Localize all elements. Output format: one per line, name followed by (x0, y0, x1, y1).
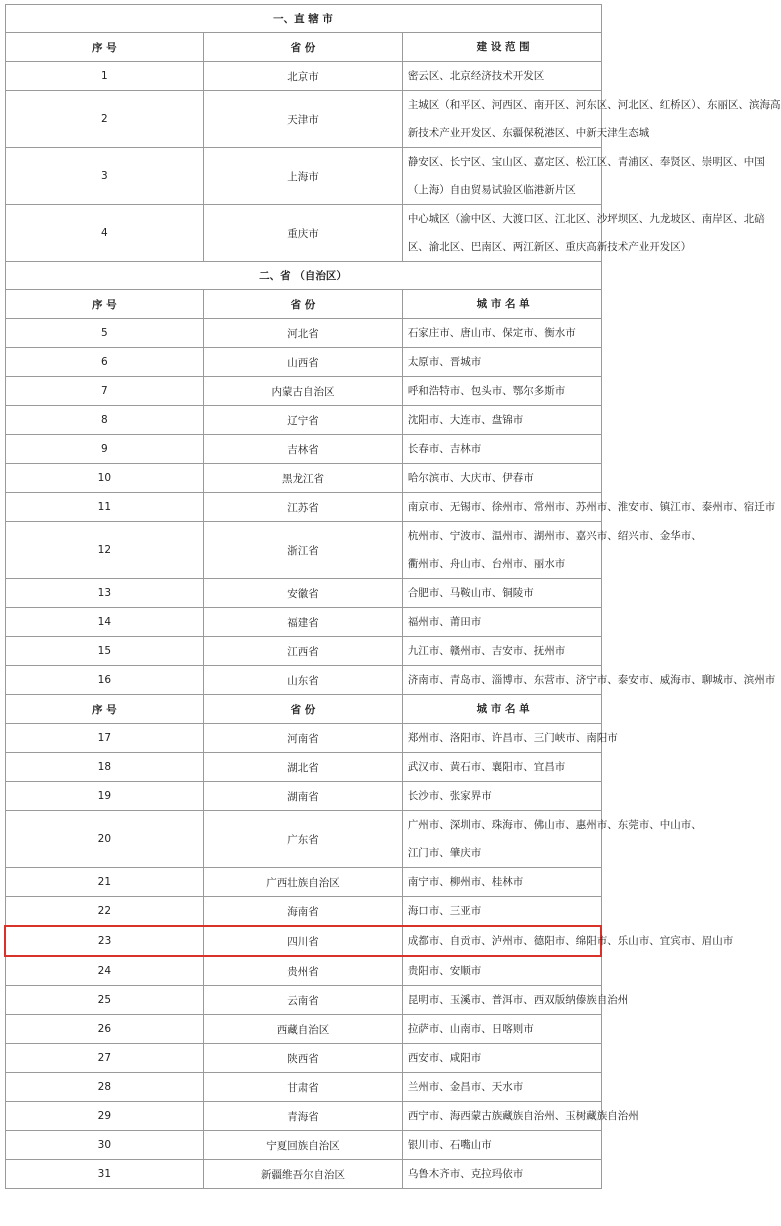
scope-line: 合肥市、马鞍山市、铜陵市 (407, 587, 534, 599)
header-row (5, 695, 601, 724)
row-scope (402, 637, 601, 666)
row-scope (402, 1131, 601, 1160)
row-number: 9 (5, 435, 204, 464)
row-province: 西藏自治区 (204, 1015, 403, 1044)
scope-line: 武汉市、黄石市、襄阳市、宜昌市 (407, 761, 566, 773)
row-number: 3 (5, 148, 204, 205)
table-row (5, 1073, 601, 1102)
row-number: 14 (5, 608, 204, 637)
row-province: 河南省 (204, 724, 403, 753)
table-row (5, 926, 601, 956)
scope-line: 密云区、北京经济技术开发区 (407, 70, 545, 82)
scope-line: 南宁市、柳州市、桂林市 (407, 876, 524, 888)
row-province: 云南省 (204, 986, 403, 1015)
row-number: 20 (5, 811, 204, 868)
table-row (5, 637, 601, 666)
row-province: 辽宁省 (204, 406, 403, 435)
row-number: 5 (5, 319, 204, 348)
row-scope (402, 406, 601, 435)
header-province: 省 份 (204, 695, 403, 724)
scope-line: 郑州市、洛阳市、许昌市、三门峡市、南阳市 (407, 732, 618, 744)
row-scope (402, 724, 618, 753)
row-scope (402, 811, 702, 868)
row-scope (402, 666, 776, 695)
table-row (5, 782, 601, 811)
scope-line: 区、渝北区、巴南区、两江新区、重庆高新技术产业开发区） (407, 241, 692, 253)
table-row (5, 406, 601, 435)
row-number: 16 (5, 666, 204, 695)
header-number: 序 号 (5, 695, 204, 724)
row-province: 江西省 (204, 637, 403, 666)
row-number: 18 (5, 753, 204, 782)
table-row (5, 897, 601, 927)
table-row (5, 348, 601, 377)
scope-line: 广州市、深圳市、珠海市、佛山市、惠州市、东莞市、中山市、 (407, 819, 702, 831)
table-row (5, 1131, 601, 1160)
row-province: 广西壮族自治区 (204, 868, 403, 897)
row-province: 湖北省 (204, 753, 403, 782)
row-number: 7 (5, 377, 204, 406)
row-province: 上海市 (204, 148, 403, 205)
table-row (5, 724, 601, 753)
scope-line: （上海）自由贸易试验区临港新片区 (407, 184, 576, 196)
scope-line: 拉萨市、山南市、日喀则市 (407, 1023, 534, 1035)
scope-line: 贵阳市、安顺市 (407, 965, 482, 977)
row-number: 6 (5, 348, 204, 377)
row-province: 广东省 (204, 811, 403, 868)
header-number: 序 号 (5, 290, 204, 319)
table-row (5, 1015, 601, 1044)
section-title: 二、省 （自治区） (5, 262, 601, 290)
row-scope (402, 348, 601, 377)
table-row (5, 1160, 601, 1189)
table-row (5, 205, 601, 262)
scope-line: 长沙市、张家界市 (407, 790, 492, 802)
scope-line: 新技术产业开发区、东疆保税港区、中新天津生态城 (407, 127, 650, 139)
scope-line: 成都市、自贡市、泸州市、德阳市、绵阳市、乐山市、宜宾市、眉山市 (407, 935, 734, 947)
header-scope: 城 市 名 单 (402, 290, 601, 319)
scope-line: 西安市、咸阳市 (407, 1052, 482, 1064)
header-row (5, 33, 601, 62)
scope-line: 中心城区（渝中区、大渡口区、江北区、沙坪坝区、九龙坡区、南岸区、北碚 (407, 213, 765, 225)
city-list-table (4, 4, 781, 1189)
header-row (5, 290, 601, 319)
header-province: 省 份 (204, 290, 403, 319)
row-number: 17 (5, 724, 204, 753)
scope-line: 呼和浩特市、包头市、鄂尔多斯市 (407, 385, 566, 397)
row-scope (402, 579, 601, 608)
row-scope (402, 1044, 601, 1073)
row-scope (402, 956, 601, 986)
table-row (5, 986, 601, 1015)
scope-line: 长春市、吉林市 (407, 443, 482, 455)
row-number: 2 (5, 91, 204, 148)
row-scope (402, 926, 734, 956)
scope-line: 杭州市、宁波市、温州市、湖州市、嘉兴市、绍兴市、金华市、 (407, 530, 702, 542)
row-province: 山东省 (204, 666, 403, 695)
table-row (5, 666, 601, 695)
row-province: 吉林省 (204, 435, 403, 464)
row-number: 30 (5, 1131, 204, 1160)
row-number: 12 (5, 522, 204, 579)
section-title-row (5, 262, 601, 290)
row-number: 13 (5, 579, 204, 608)
header-scope: 城 市 名 单 (402, 695, 601, 724)
header-province: 省 份 (204, 33, 403, 62)
scope-line: 太原市、晋城市 (407, 356, 482, 368)
row-province: 陕西省 (204, 1044, 403, 1073)
table-row (5, 377, 601, 406)
row-scope (402, 319, 601, 348)
scope-line: 南京市、无锡市、徐州市、常州市、苏州市、淮安市、镇江市、泰州市、宿迁市 (407, 501, 776, 513)
scope-line: 江门市、肇庆市 (407, 847, 482, 859)
row-province: 海南省 (204, 897, 403, 927)
row-province: 安徽省 (204, 579, 403, 608)
scope-line: 石家庄市、唐山市、保定市、衡水市 (407, 327, 576, 339)
header-number: 序 号 (5, 33, 204, 62)
scope-line: 海口市、三亚市 (407, 905, 482, 917)
row-scope (402, 464, 601, 493)
row-number: 31 (5, 1160, 204, 1189)
scope-line: 乌鲁木齐市、克拉玛依市 (407, 1168, 524, 1180)
scope-line: 银川市、石嘴山市 (407, 1139, 492, 1151)
row-scope (402, 435, 601, 464)
scope-line: 沈阳市、大连市、盘锦市 (407, 414, 524, 426)
row-province: 青海省 (204, 1102, 403, 1131)
scope-line: 西宁市、海西蒙古族藏族自治州、玉树藏族自治州 (407, 1110, 639, 1122)
row-number: 23 (5, 926, 204, 956)
row-province: 内蒙古自治区 (204, 377, 403, 406)
row-scope (402, 377, 601, 406)
row-scope (402, 1160, 601, 1189)
row-number: 10 (5, 464, 204, 493)
row-province: 黑龙江省 (204, 464, 403, 493)
row-scope (402, 1102, 639, 1131)
row-number: 11 (5, 493, 204, 522)
table-row (5, 464, 601, 493)
row-scope (402, 608, 601, 637)
row-number: 28 (5, 1073, 204, 1102)
row-scope (402, 868, 601, 897)
scope-line: 福州市、莆田市 (407, 616, 482, 628)
row-province: 天津市 (204, 91, 403, 148)
table-row (5, 435, 601, 464)
row-scope (402, 782, 601, 811)
row-number: 25 (5, 986, 204, 1015)
table-row (5, 493, 601, 522)
row-scope (402, 753, 601, 782)
row-number: 29 (5, 1102, 204, 1131)
row-province: 河北省 (204, 319, 403, 348)
table-row (5, 868, 601, 897)
row-province: 山西省 (204, 348, 403, 377)
row-province: 宁夏回族自治区 (204, 1131, 403, 1160)
row-province: 北京市 (204, 62, 403, 91)
scope-line: 哈尔滨市、大庆市、伊春市 (407, 472, 534, 484)
table-row (5, 579, 601, 608)
row-province: 甘肃省 (204, 1073, 403, 1102)
scope-line: 昆明市、玉溪市、普洱市、西双版纳傣族自治州 (407, 994, 629, 1006)
row-province: 贵州省 (204, 956, 403, 986)
row-province: 浙江省 (204, 522, 403, 579)
table-row (5, 62, 601, 91)
row-number: 4 (5, 205, 204, 262)
table-row (5, 1102, 601, 1131)
row-number: 26 (5, 1015, 204, 1044)
row-province: 福建省 (204, 608, 403, 637)
row-number: 15 (5, 637, 204, 666)
row-number: 27 (5, 1044, 204, 1073)
section-title: 一、直 辖 市 (5, 5, 601, 33)
table-body (5, 5, 781, 1189)
row-scope (402, 205, 765, 262)
table-row (5, 608, 601, 637)
row-province: 江苏省 (204, 493, 403, 522)
section-title-row (5, 5, 601, 33)
row-province: 重庆市 (204, 205, 403, 262)
row-number: 22 (5, 897, 204, 927)
row-scope (402, 1073, 601, 1102)
row-scope (402, 62, 601, 91)
table-row (5, 522, 601, 579)
scope-line: 主城区（和平区、河西区、南开区、河东区、河北区、红桥区）、东丽区、滨海高 (407, 99, 781, 111)
row-scope (402, 1015, 601, 1044)
row-number: 24 (5, 956, 204, 986)
row-number: 19 (5, 782, 204, 811)
row-province: 四川省 (204, 926, 403, 956)
table-row (5, 811, 601, 868)
table-row (5, 319, 601, 348)
row-scope (402, 522, 702, 579)
table-row (5, 1044, 601, 1073)
row-province: 湖南省 (204, 782, 403, 811)
row-number: 8 (5, 406, 204, 435)
table-row (5, 956, 601, 986)
table-row (5, 753, 601, 782)
row-scope (402, 493, 776, 522)
scope-line: 静安区、长宁区、宝山区、嘉定区、松江区、青浦区、奉贤区、崇明区、中国 (407, 156, 765, 168)
scope-line: 济南市、青岛市、淄博市、东营市、济宁市、泰安市、威海市、聊城市、滨州市 (407, 674, 776, 686)
row-scope (402, 897, 601, 927)
header-scope: 建 设 范 围 (402, 33, 601, 62)
row-scope (402, 148, 765, 205)
row-number: 21 (5, 868, 204, 897)
table-row (5, 91, 601, 148)
scope-line: 衢州市、舟山市、台州市、丽水市 (407, 558, 566, 570)
scope-line: 九江市、赣州市、吉安市、抚州市 (407, 645, 566, 657)
table-row (5, 148, 601, 205)
row-number: 1 (5, 62, 204, 91)
row-province: 新疆维吾尔自治区 (204, 1160, 403, 1189)
row-scope (402, 91, 781, 148)
row-scope (402, 986, 629, 1015)
scope-line: 兰州市、金昌市、天水市 (407, 1081, 524, 1093)
